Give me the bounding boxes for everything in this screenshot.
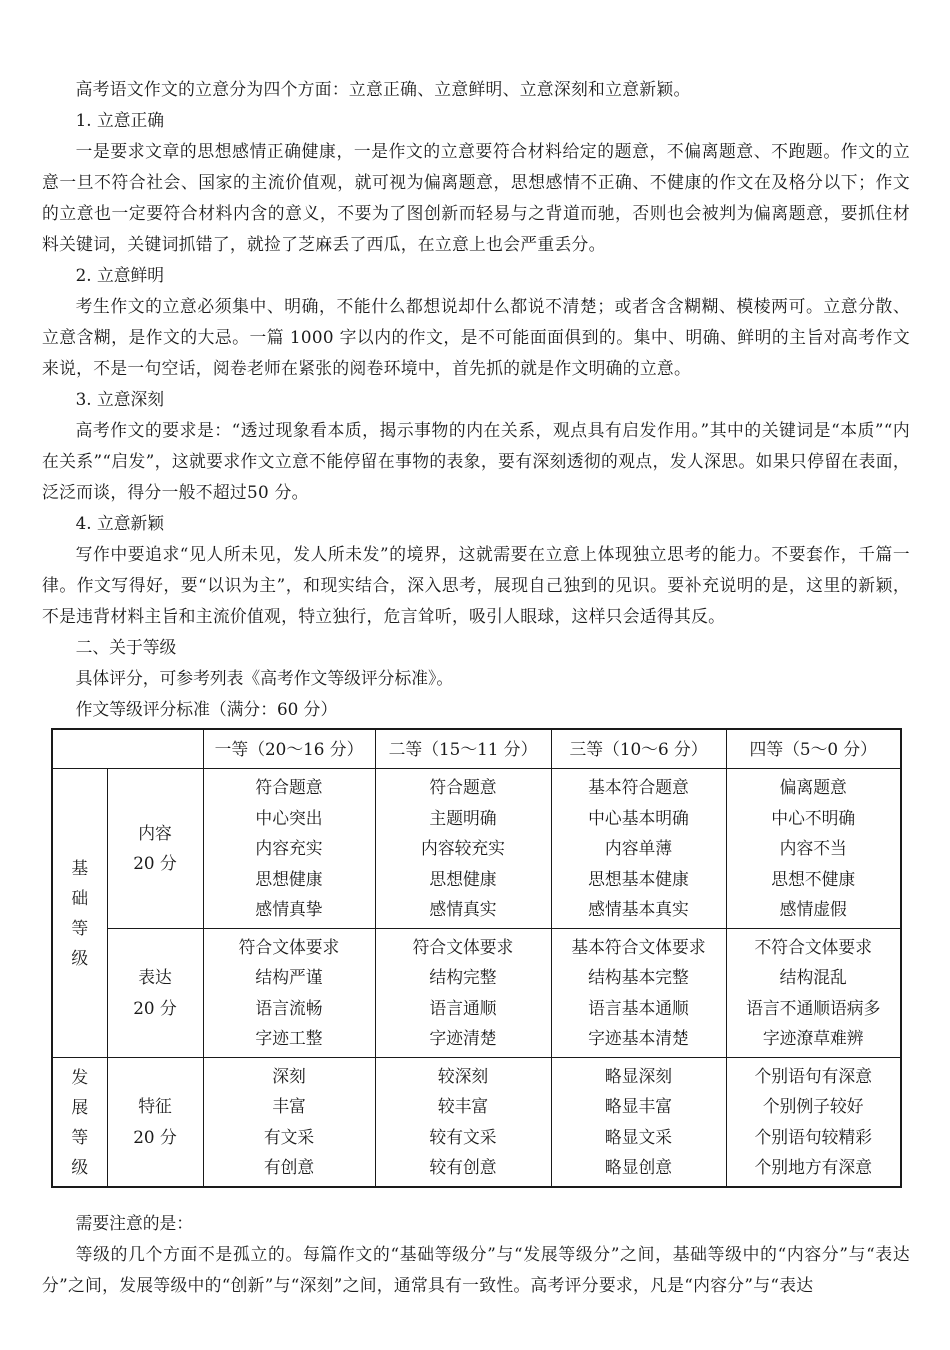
- sub-label-expression: 表达 20 分: [107, 928, 203, 1057]
- notes-body: 等级的几个方面不是孤立的。每篇作文的“基础等级分”与“发展等级分”之间，基础等级中的“内容分”与“表达分”之间，发展等级中的“创新”与“深刻”之间，通常具有一致性。高考评分要求，凡是“内容分”与“表达: [42, 1244, 910, 1295]
- cell-expression-third: 基本符合文体要求 结构基本完整 语言基本通顺 字迹基本清楚: [551, 928, 726, 1057]
- section-3-body: 高考作文的要求是：“透过现象看本质，揭示事物的内在关系，观点具有启发作用。”其中的关键词是“本质”“内在关系”“启发”，这就要求作文立意不能停留在事物的表象，要有深刻透彻的观点，发人深思。如果只停留在表面，泛泛而谈，得分一般不超过50 分。: [42, 420, 910, 502]
- cell-expression-first: 符合文体要求 结构严谨 语言流畅 字迹工整: [203, 928, 375, 1057]
- document-body: [42, 74, 910, 725]
- part2-line1: 具体评分，可参考列表《高考作文等级评分标准》。: [75, 668, 454, 688]
- section-1-body: 一是要求文章的思想感情正确健康，一是作文的立意要符合材料给定的题意，不偏离题意、不跑题。作文的立意一旦不符合社会、国家的主流价值观，就可视为偏离题意，思想感情不正确、不健康的作文在及格分以下；作文的立意也一定要符合材料内含的意义，不要为了图创新而轻易与之背道而驰，否则也会被判为偏离题意，要抓住材料关键词，关键词抓错了，就捡了芝麻丢了西瓜，在立意上也会严重丢分。: [42, 141, 910, 254]
- table-row-expression: [52, 928, 901, 1057]
- table-caption: 作文等级评分标准（满分：60 分）: [75, 699, 338, 719]
- section-4-heading: 4. 立意新颖: [75, 513, 165, 533]
- cell-content-second: 符合题意 主题明确 内容较充实 思想健康 感情真实: [375, 769, 551, 929]
- col-header-second: 二等（15～11 分）: [375, 729, 551, 769]
- cell-feature-second: 较深刻 较丰富 较有文采 较有创意: [375, 1057, 551, 1187]
- group-label-basic: 基 础 等 级: [52, 769, 107, 1058]
- group-label-development: 发 展 等 级: [52, 1057, 107, 1187]
- notes-heading: 需要注意的是：: [75, 1213, 194, 1233]
- table-corner-cell: [52, 729, 203, 769]
- table-row-feature: [52, 1057, 901, 1187]
- sub-label-feature: 特征 20 分: [107, 1057, 203, 1187]
- col-header-first: 一等（20～16 分）: [203, 729, 375, 769]
- table-header-row: [52, 729, 901, 769]
- section-3-heading: 3. 立意深刻: [75, 389, 165, 409]
- cell-feature-first: 深刻 丰富 有文采 有创意: [203, 1057, 375, 1187]
- part2-heading: 二、关于等级: [75, 637, 177, 657]
- section-1-heading: 1. 立意正确: [75, 110, 165, 130]
- cell-content-fourth: 偏离题意 中心不明确 内容不当 思想不健康 感情虚假: [726, 769, 901, 929]
- cell-content-first: 符合题意 中心突出 内容充实 思想健康 感情真挚: [203, 769, 375, 929]
- cell-expression-second: 符合文体要求 结构完整 语言通顺 字迹清楚: [375, 928, 551, 1057]
- cell-expression-fourth: 不符合文体要求 结构混乱 语言不通顺语病多 字迹潦草难辨: [726, 928, 901, 1057]
- cell-feature-fourth: 个别语句有深意 个别例子较好 个别语句较精彩 个别地方有深意: [726, 1057, 901, 1187]
- cell-content-third: 基本符合题意 中心基本明确 内容单薄 思想基本健康 感情基本真实: [551, 769, 726, 929]
- sub-label-content: 内容 20 分: [107, 769, 203, 929]
- cell-feature-third: 略显深刻 略显丰富 略显文采 略显创意: [551, 1057, 726, 1187]
- table-row-content: [52, 769, 901, 929]
- col-header-third: 三等（10～6 分）: [551, 729, 726, 769]
- section-4-body: 写作中要追求“见人所未见，发人所未发”的境界，这就需要在立意上体现独立思考的能力。不要套作，千篇一律。作文写得好，要“以识为主”，和现实结合，深入思考，展现自己独到的见识。要补充说明的是，这里的新颖，不是违背材料主旨和主流价值观，特立独行，危言耸听，吸引人眼球，这样只会适得其反。: [42, 544, 910, 626]
- grading-table: [51, 728, 902, 1188]
- intro-paragraph: 高考语文作文的立意分为四个方面：立意正确、立意鲜明、立意深刻和立意新颖。: [75, 79, 691, 99]
- section-2-body: 考生作文的立意必须集中、明确，不能什么都想说却什么都说不清楚；或者含含糊糊、模棱两可。立意分散、立意含糊，是作文的大忌。一篇 1000 字以内的作文，是不可能面面俱到的。集中、明确、鲜明的主旨对高考作文来说，不是一句空话，阅卷老师在紧张的阅卷环境中，首先抓的就是作文明确的立意。: [42, 296, 910, 378]
- section-2-heading: 2. 立意鲜明: [75, 265, 165, 285]
- notes-section: [42, 1208, 910, 1301]
- col-header-fourth: 四等（5～0 分）: [726, 729, 901, 769]
